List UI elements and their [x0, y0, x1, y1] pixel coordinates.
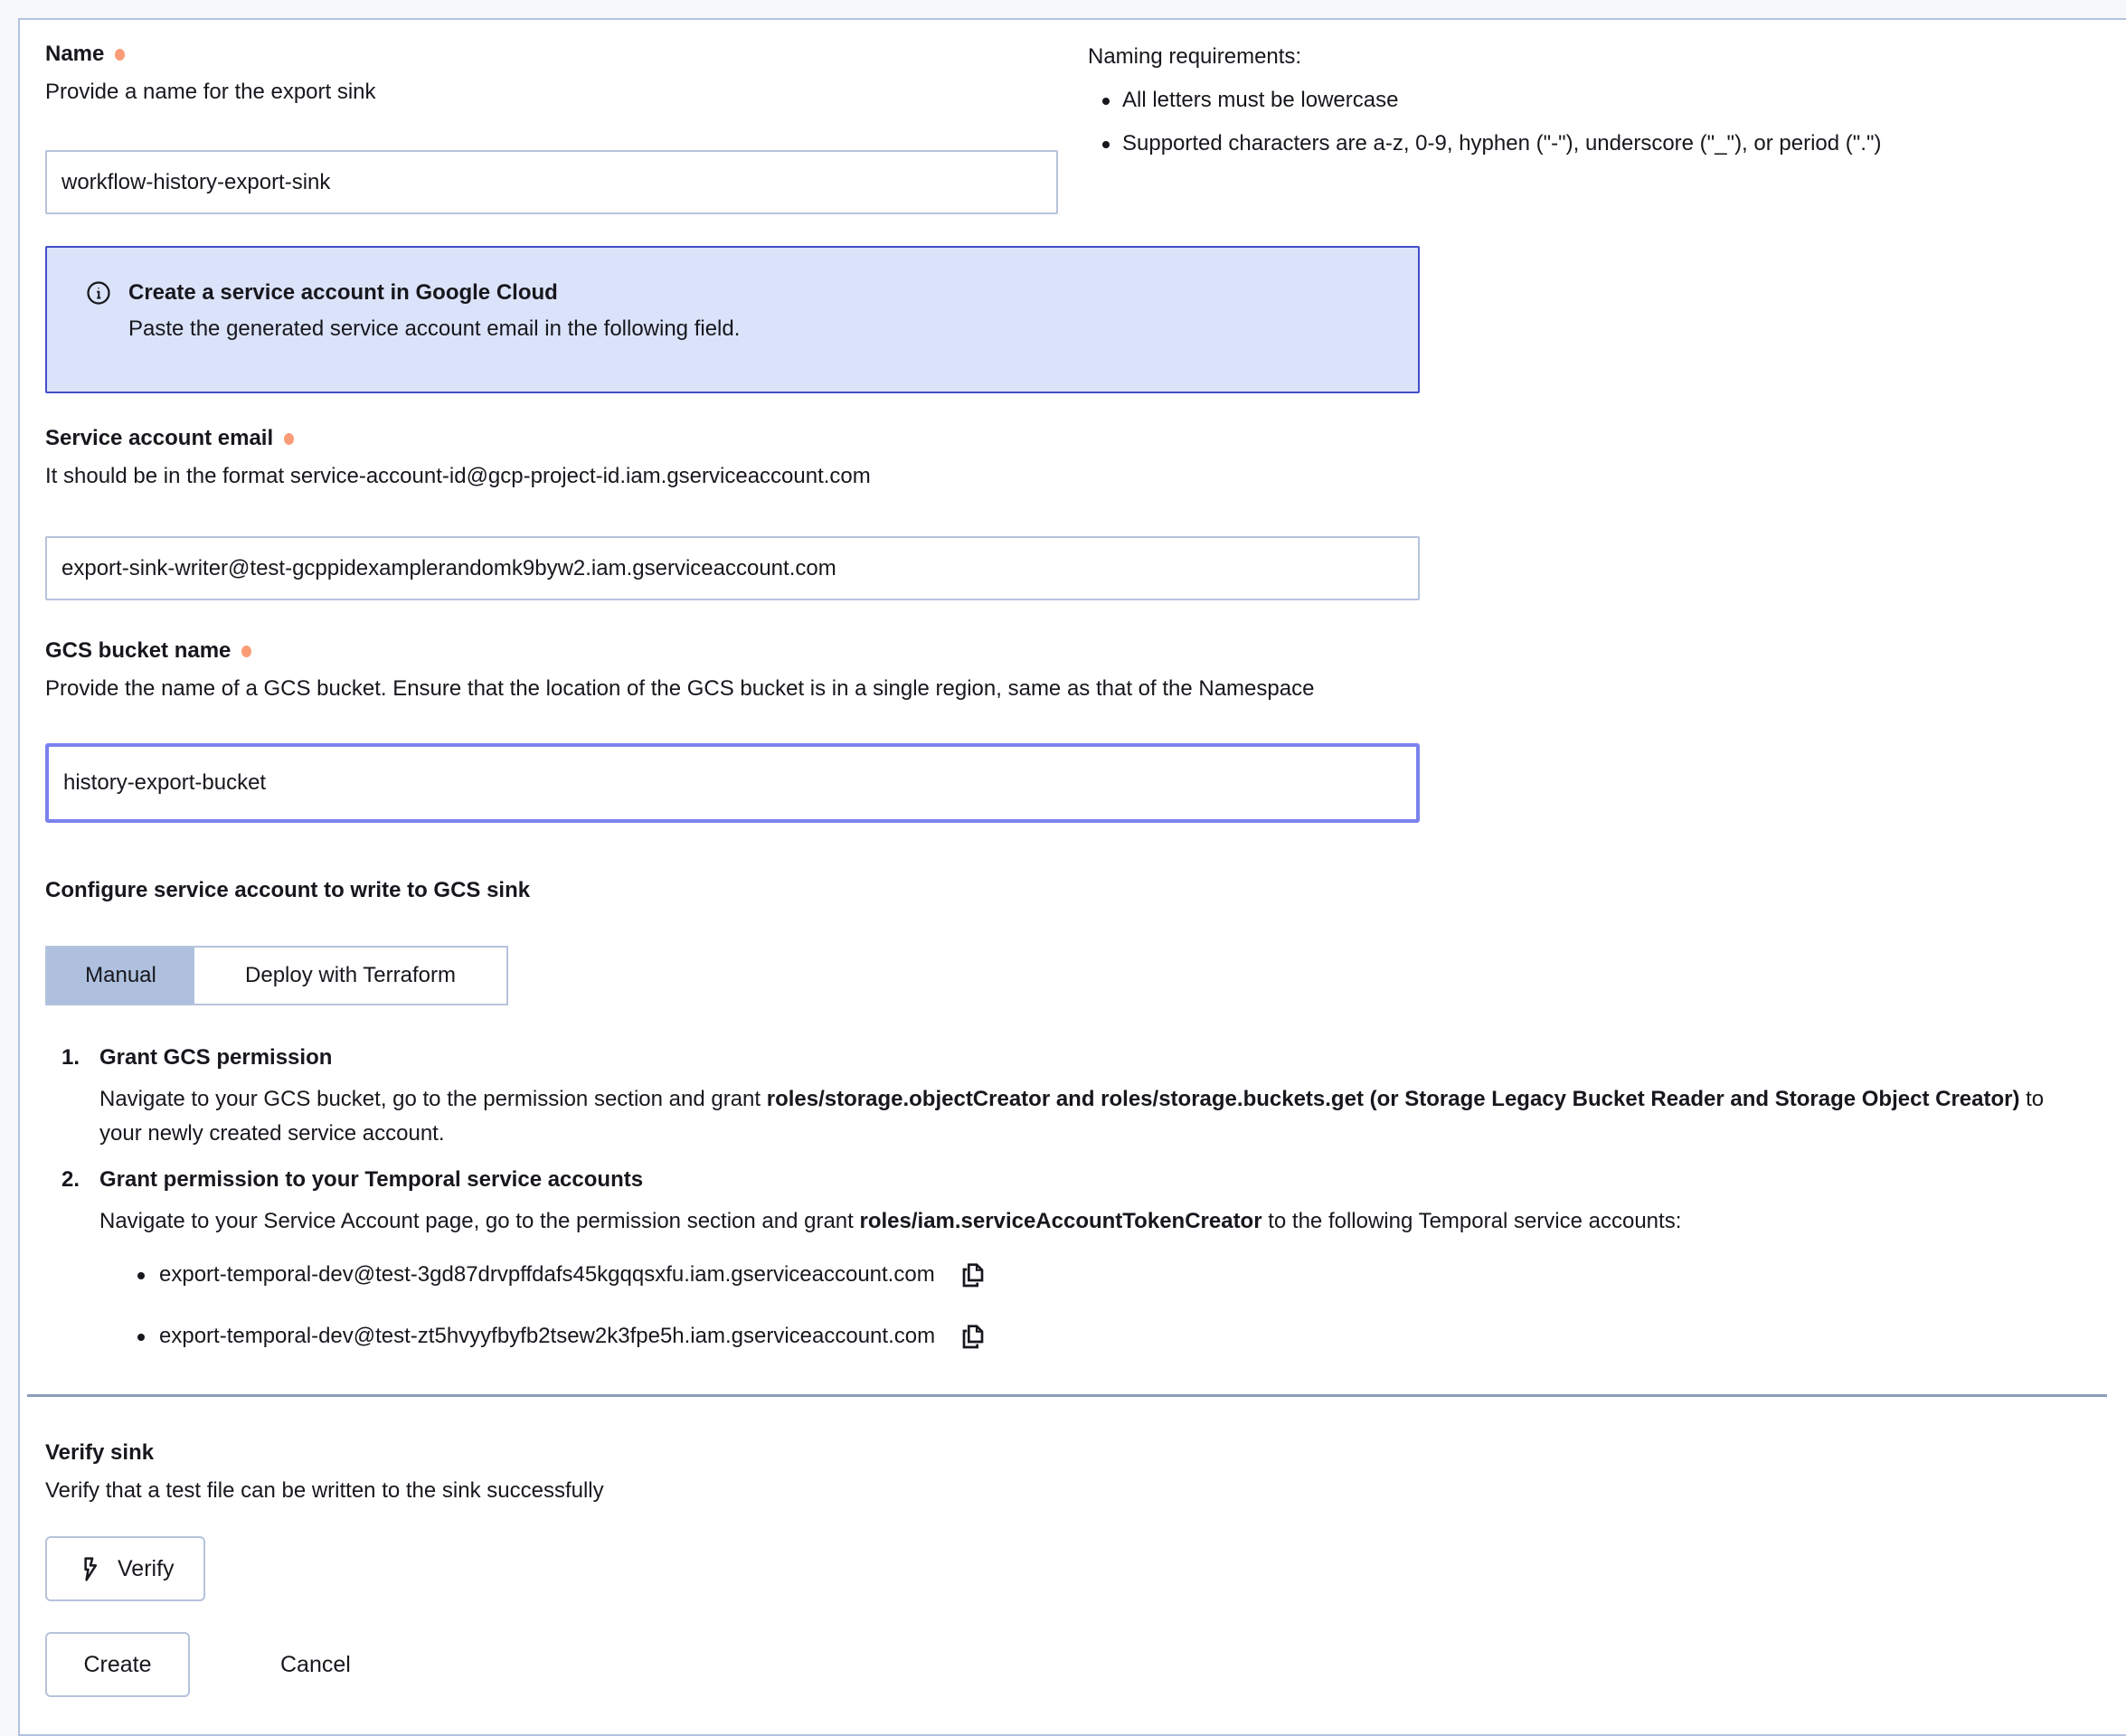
- tab-deploy-with-terraform[interactable]: Deploy with Terraform: [194, 948, 506, 1004]
- verify-button[interactable]: [45, 1536, 205, 1601]
- cancel-button[interactable]: Cancel: [253, 1632, 378, 1697]
- step-body: [99, 1082, 2080, 1151]
- create-button[interactable]: Create: [45, 1632, 190, 1697]
- gcs-bucket-name-input[interactable]: [45, 743, 1420, 823]
- form-actions: [45, 1632, 2114, 1697]
- service-account-info-box: [45, 246, 1420, 393]
- gcs-bucket-name-label: [45, 635, 2114, 667]
- naming-requirements: [1088, 38, 1881, 214]
- required-indicator: [115, 49, 125, 61]
- gcs-bucket-name-description: Provide the name of a GCS bucket. Ensure that the location of the GCS bucket is in a single region, same as that of the Namespace: [45, 676, 1315, 701]
- step-body-text: Navigate to your Service Account page, go to the permission section and grant: [99, 1209, 860, 1233]
- required-indicator: [284, 433, 294, 445]
- copy-button[interactable]: [957, 1320, 989, 1353]
- naming-requirements-title: Naming requirements:: [1088, 44, 1302, 69]
- required-indicator: [241, 646, 251, 657]
- name-input[interactable]: [45, 150, 1058, 214]
- temporal-service-account-email: export-temporal-dev@test-3gd87drvpffdafs45kgqqsxfu.iam.gserviceaccount.com: [159, 1262, 935, 1287]
- copy-icon: [959, 1260, 987, 1289]
- temporal-service-account-item: [125, 1320, 2114, 1353]
- manual-steps: [45, 1042, 2114, 1353]
- name-section: [45, 38, 2114, 214]
- step-grant-temporal-permission: [61, 1164, 2114, 1353]
- temporal-service-account-item: [125, 1259, 2114, 1291]
- name-label-text: Name: [45, 42, 105, 66]
- step-body-text: to the following Temporal service accounts:: [1261, 1209, 1682, 1233]
- service-account-email-label-text: Service account email: [45, 426, 274, 450]
- configure-tabs: [45, 946, 508, 1005]
- service-account-email-input[interactable]: [45, 536, 1420, 600]
- step-body-roles: roles/storage.objectCreator and roles/storage.buckets.get (or Storage Legacy Bucket Reader and Storage Object Creator): [766, 1087, 2020, 1111]
- temporal-service-account-email: export-temporal-dev@test-zt5hvyyfbyfb2tsew2k3fpe5h.iam.gserviceaccount.com: [159, 1324, 936, 1348]
- step-grant-gcs-permission: [61, 1042, 2114, 1151]
- info-box-title: Create a service account in Google Cloud: [128, 280, 558, 305]
- lightning-icon: [76, 1554, 103, 1584]
- step-number: 1.: [61, 1045, 80, 1070]
- service-account-email-description: It should be in the format service-account-id@gcp-project-id.iam.gserviceaccount.com: [45, 464, 871, 488]
- verify-button-label: Verify: [118, 1555, 175, 1581]
- configure-section-title: Configure service account to write to GCS sink: [45, 878, 531, 902]
- verify-sink-description: Verify that a test file can be written to the sink successfully: [45, 1478, 604, 1503]
- export-sink-form-card: [18, 18, 2126, 1736]
- tab-manual[interactable]: Manual: [47, 948, 194, 1004]
- step-body: [99, 1204, 2080, 1239]
- info-icon: [85, 279, 112, 307]
- step-title: Grant permission to your Temporal service accounts: [99, 1167, 644, 1192]
- verify-sink-title: Verify sink: [45, 1440, 155, 1465]
- gcs-bucket-name-label-text: GCS bucket name: [45, 638, 231, 663]
- naming-requirement-item: All letters must be lowercase: [1088, 84, 1881, 117]
- copy-icon: [959, 1322, 987, 1351]
- step-number: 2.: [61, 1167, 80, 1192]
- name-label: [45, 38, 1058, 71]
- info-box-description: Paste the generated service account email in the following field.: [128, 316, 741, 341]
- section-divider: [27, 1394, 2107, 1397]
- copy-button[interactable]: [957, 1259, 989, 1291]
- naming-requirement-item: Supported characters are a-z, 0-9, hyphen ("-"), underscore ("_"), or period ("."): [1088, 127, 1881, 160]
- step-title: Grant GCS permission: [99, 1045, 333, 1070]
- step-body-text: Navigate to your GCS bucket, go to the permission section and grant: [99, 1087, 767, 1111]
- name-description: Provide a name for the export sink: [45, 80, 376, 104]
- step-body-text: to your newly created service account.: [99, 1087, 2045, 1146]
- step-body-roles: roles/iam.serviceAccountTokenCreator: [859, 1209, 1262, 1233]
- service-account-email-label: [45, 422, 2114, 455]
